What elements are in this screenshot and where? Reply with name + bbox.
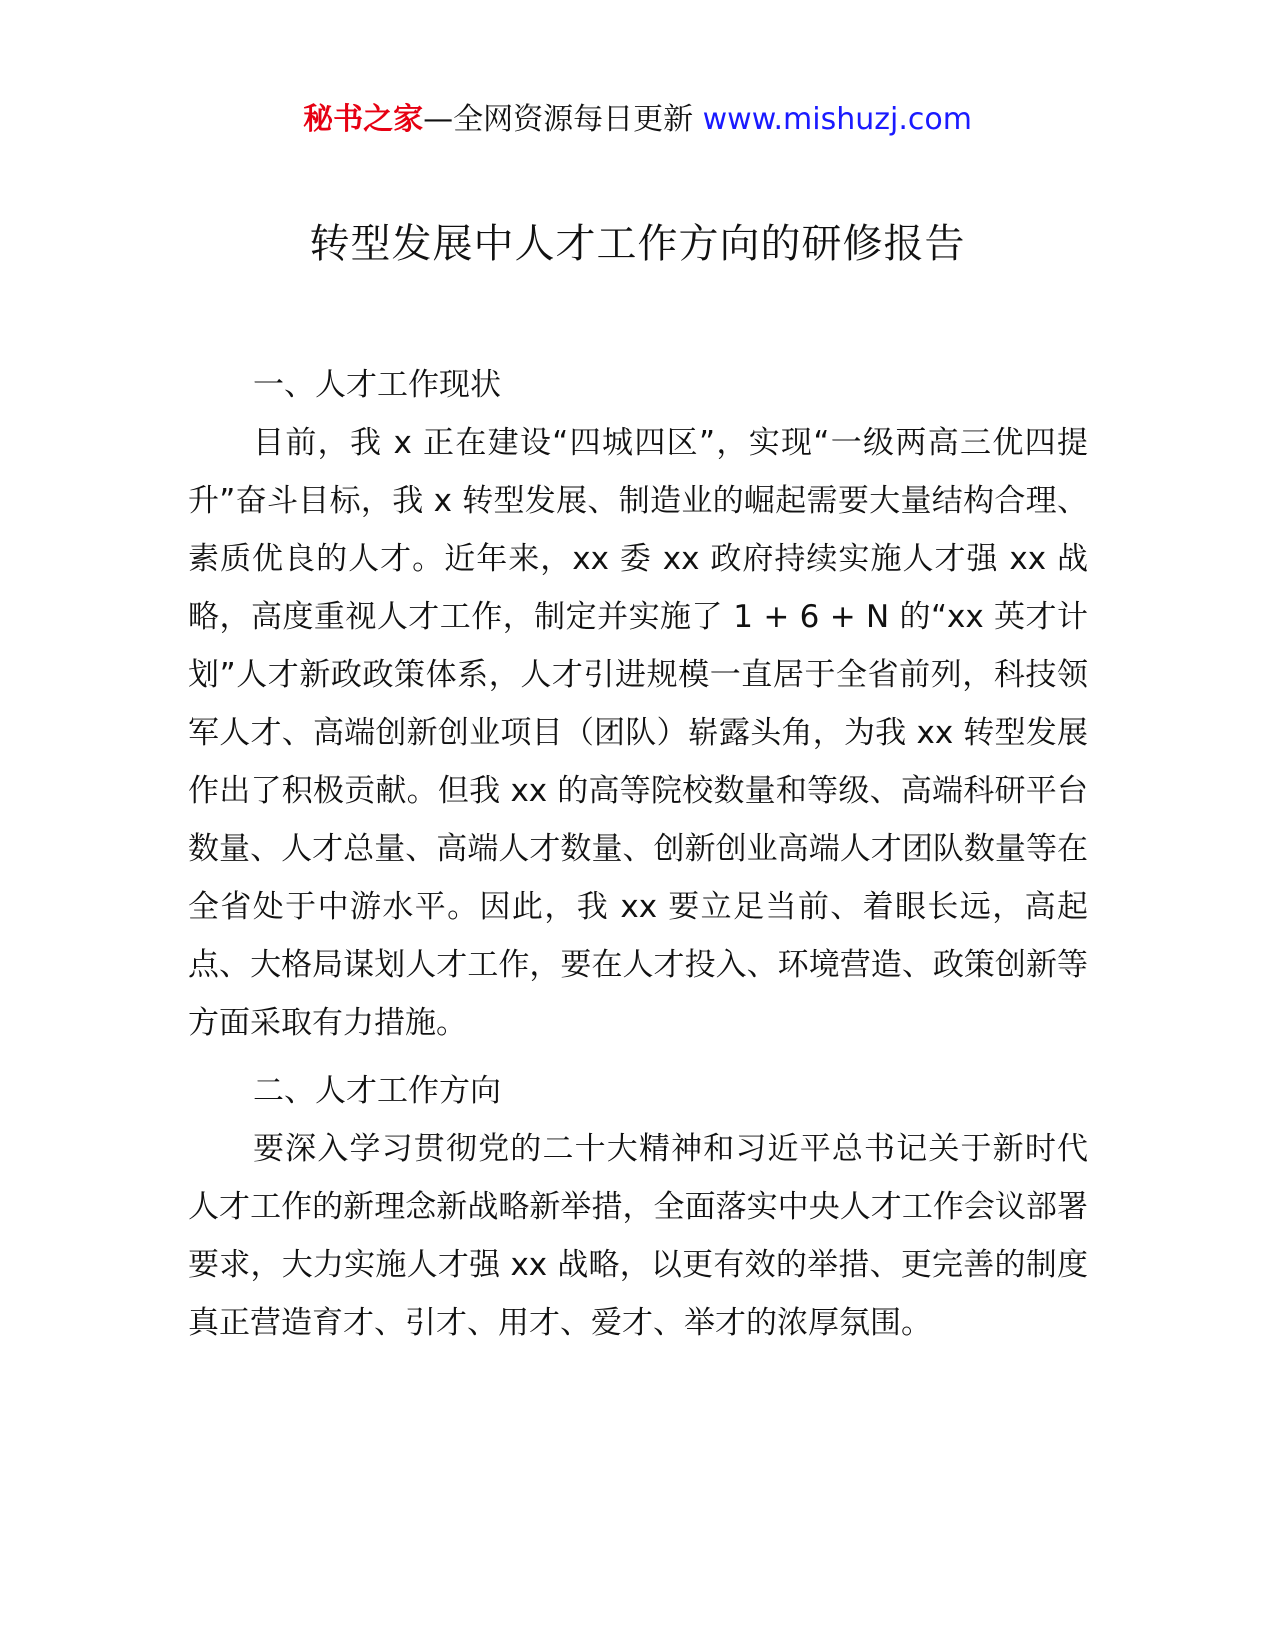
site-header bbox=[0, 100, 1275, 140]
section-paragraph-2: 要深入学习贯彻党的二十大精神和习近平总书记关于新时代人才工作的新理念新战略新举措，全面落实中央人才工作会议部署要求，大力实施人才强 xx 战略，以更有效的举措、更完善的制度真正营造育才、引才、用才、爱才、举才的浓厚氛围。 bbox=[188, 1131, 1088, 1341]
document-title: 转型发展中人才工作方向的研修报告 bbox=[309, 221, 966, 267]
section-paragraph-1: 目前，我 x 正在建设“四城四区”，实现“一级两高三优四提升”奋斗目标，我 x 转型发展、制造业的崛起需要大量结构合理、素质优良的人才。近年来，xx 委 xx 政府持续实施人才强 xx 战略，高度重视人才工作，制定并实施了 1 + 6 + N 的“xx 英才计划”人才新政政策体系，人才引进规模一直居于全省前列，科技领军人才、高端创新创业项目（团队）崭露头角，为我 xx 转型发展作出了积极贡献。但我 xx 的高等院校数量和等级、高端科研平台数量、人才总量、高端人才数量、创新创业高端人才团队数量等在全省处于中游水平。因此，我 xx 要立足当前、着眼长远，高起点、大格局谋划人才工作，要在人才投入、环境营造、政策创新等方面采取有力措施。 bbox=[188, 425, 1088, 1041]
section-heading-1: 一、人才工作现状 bbox=[253, 367, 501, 403]
document-body bbox=[188, 356, 1088, 1362]
site-brand: 秘书之家 bbox=[303, 102, 424, 137]
site-url-link[interactable]: www.mishuzj.com bbox=[702, 102, 972, 137]
site-tagline: —全网资源每日更新 bbox=[423, 102, 694, 137]
section-heading-2: 二、人才工作方向 bbox=[253, 1073, 501, 1109]
